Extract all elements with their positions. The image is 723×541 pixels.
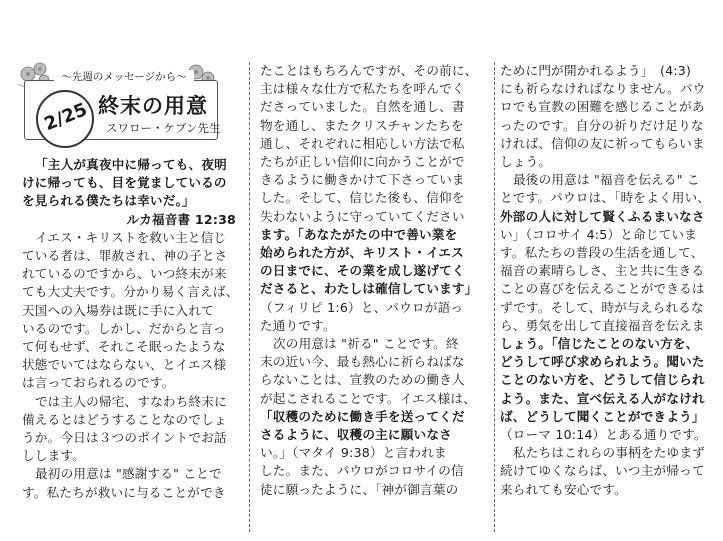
text-line: ださっていました。自然を通し、書 xyxy=(260,99,465,115)
text-line: した。そして、信じた後も、信仰を xyxy=(260,190,465,206)
text-line: 来られても安心です。 xyxy=(500,481,627,497)
text-line: 天国への入場券は既に手に入れて xyxy=(22,302,214,318)
text-line: 続けてゆくならば、いつ主が帰って xyxy=(500,463,705,479)
text-line: 外部の人に対して賢くふるまいなさ xyxy=(500,208,705,224)
text-line: 最後の用意は "福音を伝える" こ xyxy=(513,172,700,188)
text-line: 末の近い今、最も熱心に祈らねばな xyxy=(260,354,465,370)
text-line: ロでも宣教の困難を感じることがあ xyxy=(500,99,705,115)
text-line: ずです。そして、時が与えられるな xyxy=(500,299,704,315)
text-line: れているのですから、いつ終末が来 xyxy=(22,266,227,282)
text-line: ら、勇気を出して直接福音を伝えま xyxy=(500,317,705,333)
text-line: きるように働きかけて下さっていま xyxy=(260,172,465,188)
text-line: 「主人が真夜中に帰っても、夜明 xyxy=(35,157,227,172)
column-divider xyxy=(494,62,495,532)
text-line: 物を通し、またクリスチャンたちを xyxy=(260,117,464,133)
message-header xyxy=(14,60,222,140)
text-line: を見られる僕たちは幸いだ。」 xyxy=(22,193,195,209)
text-line: 主は様々な仕方で私たちを呼んでく xyxy=(260,81,465,97)
text-line: うか。今日は３つのポイントでお話 xyxy=(22,430,227,446)
text-line: ために門が開かれるよう」 (4:3) xyxy=(500,63,692,78)
message-author: スワロー・ケブン先生 xyxy=(106,121,221,135)
text-line: した。また、パウロがコロサイの信 xyxy=(260,463,464,479)
text-line: ださると、わたしは確信しています」 xyxy=(260,281,478,297)
text-line: しします。 xyxy=(22,448,85,464)
text-line: 次の用意は "祈る" ことです。終 xyxy=(273,336,459,352)
text-line: 失わないように守っていてください xyxy=(260,208,465,224)
text-line: （フィリピ 1:6）と、パウロが語っ xyxy=(260,299,464,315)
text-line: にも祈らなければなりません。パウ xyxy=(500,81,706,97)
text-line: さるように、収穫の主に願いなさ xyxy=(260,427,452,443)
date-label: 2/25 xyxy=(41,99,91,136)
text-line: 状態でいてはならない、とイエス様 xyxy=(22,357,227,373)
text-line: ことの喜びを伝えることができるは xyxy=(500,281,705,297)
text-line: イエス・キリストを救い主と信じ xyxy=(35,229,227,245)
text-line: ったのです。自分の祈りだけ足りな xyxy=(500,117,704,133)
text-line: たちが正しい信仰に向かうことがで xyxy=(260,154,465,170)
text-line: ければ、信仰の友に祈ってもらいま xyxy=(500,135,705,151)
header-kicker: ～先週のメッセージから～ xyxy=(54,70,194,84)
text-line: （ローマ 10:14）とある通りです。 xyxy=(500,427,707,443)
text-column-2 xyxy=(260,62,488,499)
text-column-3 xyxy=(500,62,720,499)
text-line: が起こされることです。イエス様は、 xyxy=(260,390,476,406)
text-line: しょう。 xyxy=(500,154,552,170)
text-line: けに帰っても、目を覚ましているの xyxy=(22,175,227,191)
date-badge xyxy=(36,90,94,148)
column-divider xyxy=(249,62,250,532)
text-line: ている者は、罪赦され、神の子とさ xyxy=(22,248,228,264)
text-line: て何もせず、それこそ眠ったような xyxy=(22,339,226,355)
text-line: 最初の用意は "感謝する" ことで xyxy=(35,466,222,482)
text-line: らないことは、宣教のための働き人 xyxy=(260,372,465,388)
text-line: しょう。「信じたことのない方を、 xyxy=(500,336,699,352)
text-line: ます。「あなたがたの中で善い業を xyxy=(260,226,458,242)
text-line: 始められた方が、キリスト・イエス xyxy=(260,245,464,261)
text-line: とです。パウロは、「時をよく用い、 xyxy=(500,190,711,206)
text-line: の日までに、その業を成し遂げてく xyxy=(260,263,465,279)
message-title: 終末の用意 xyxy=(98,94,208,118)
text-line: ことのない方を、どうして信じられ xyxy=(500,372,705,388)
text-line: 私たちはこれらの事柄をたゆまず xyxy=(513,445,705,461)
text-line: ば、どうして聞くことができよう」 xyxy=(500,408,705,424)
text-line: た通りです。 xyxy=(260,317,336,333)
text-line: 福音の素晴らしさ、主と共に生きる xyxy=(500,263,705,279)
text-column-1 xyxy=(22,156,244,502)
text-line: 「収穫のために働き手を送ってくだ xyxy=(260,408,465,424)
text-line: 通し、それぞれに相応しい方法で私 xyxy=(260,135,465,151)
text-line: どうして呼び求められよう。聞いた xyxy=(500,354,705,370)
text-line: い」（コロサイ 4:5）と命じていま xyxy=(500,226,698,242)
text-line: す。私たちが救いに与ることができ xyxy=(22,484,226,500)
text-line: す。私たちの普段の生活を通して、 xyxy=(500,245,704,261)
text-line: い。」（マタイ 9:38）と言われま xyxy=(260,445,447,461)
text-line: 備えるとはどうすることなのでしょ xyxy=(22,411,227,427)
text-line: では主人の帰宅、すなわち終末に xyxy=(35,393,227,409)
text-line: よう。また、宣べ伝える人がなけれ xyxy=(500,390,705,406)
text-line: たことはもちろんですが、その前に、 xyxy=(260,63,478,78)
text-line: ても大丈夫です。分かり易く言えば、 xyxy=(22,284,239,300)
text-line: ルカ福音書 12:38 xyxy=(126,211,236,227)
text-line: いるのです。しかし、だからと言っ xyxy=(22,320,226,336)
text-line: は言っておられるのです。 xyxy=(22,375,175,391)
text-line: 徒に願ったように、「神が御言葉の xyxy=(260,481,459,497)
